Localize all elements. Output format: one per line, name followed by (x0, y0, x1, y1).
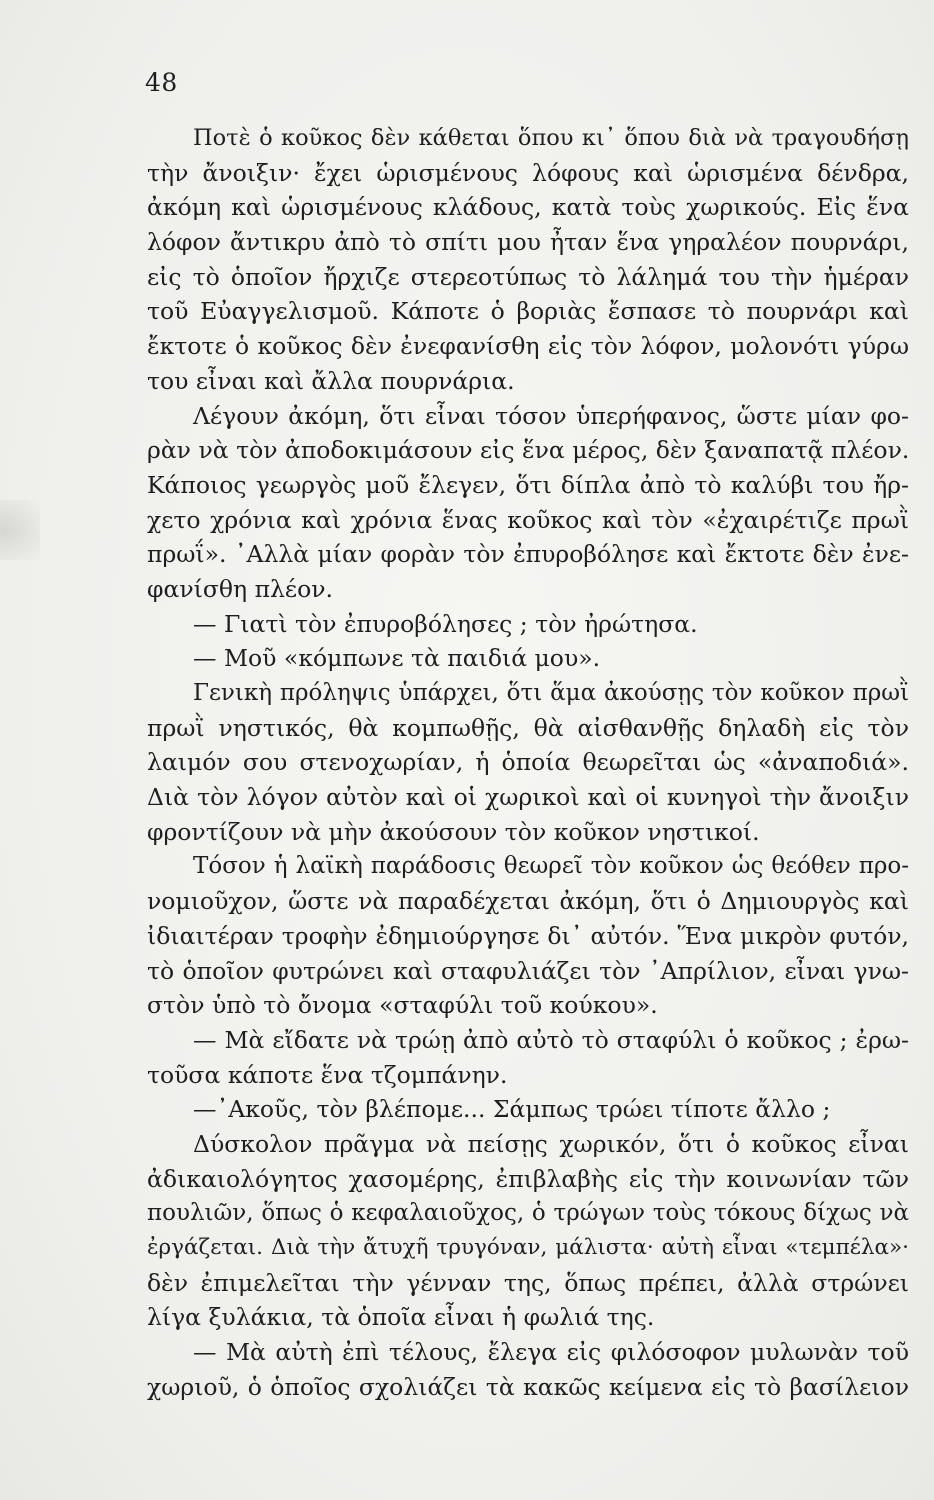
text-line: Διὰ τὸν λόγον αὐτὸν καὶ οἱ χωρικοὶ καὶ οἱ κυνηγοὶ τὴν ἄνοιξιν (147, 783, 909, 812)
text-line: χετο χρόνια καὶ χρόνια ἕνας κοῦκος καὶ τὸν «ἐχαιρέτιζε πρωῒ (147, 505, 909, 534)
page-number: 48 (145, 68, 178, 97)
text-line: στὸν ὑπὸ τὸ ὄνομα «σταφύλι τοῦ κούκου». (147, 991, 658, 1020)
text-line: Ποτὲ ὁ κοῦκος δὲν κάθεται ὅπου κι᾽ ὅπου διὰ νὰ τραγουδήσῃ (193, 125, 909, 151)
text-line: — Γιατὶ τὸν ἐπυροβόλησες ; τὸν ἠρώτησα. (193, 609, 698, 638)
text-line: Γενικὴ πρόληψις ὑπάρχει, ὅτι ἅμα ἀκούσῃς τὸν κοῦκον πρωῒ (193, 680, 909, 706)
text-line: πρωΐ». ᾽Αλλὰ μίαν φορὰν τὸν ἐπυροβόλησε καὶ ἔκτοτε δὲν ἐνε- (147, 540, 909, 569)
text-line: πουλιῶν, ὅπως ὁ κεφαλαιοῦχος, ὁ τρώγων τοὺς τόκους δίχως νὰ (147, 1200, 909, 1227)
text-line: τοῦσα κάποτε ἕνα τζομπάνην. (147, 1060, 508, 1089)
text-line: —᾽Ακοῦς, τὸν βλέπομε... Σάμπως τρώει τίποτε ἄλλο ; (193, 1095, 831, 1124)
body-text (147, 121, 909, 1404)
text-line: εἰς τὸ ὁποῖον ἤρχιζε στερεοτύπως τὸ λάλημά του τὴν ἡμέραν (147, 262, 909, 291)
text-line: ρὰν νὰ τὸν ἀποδοκιμάσουν εἰς ἕνα μέρος, δὲν ξαναπατᾷ πλέον. (147, 436, 910, 465)
text-line: νομιοῦχον, ὥστε νὰ παραδέχεται ἀκόμη, ὅτι ὁ Δημιουργὸς καὶ (147, 887, 909, 916)
text-line: — Μὰ αὐτὴ ἐπὶ τέλους, ἔλεγα εἰς φιλόσοφον μυλωνὰν τοῦ (193, 1338, 909, 1367)
text-line: Τόσον ἡ λαϊκὴ παράδοσις θεωρεῖ τὸν κοῦκον ὡς θεόθεν προ- (193, 853, 909, 880)
text-line: φανίσθη πλέον. (147, 574, 333, 603)
text-line: Λέγουν ἀκόμη, ὅτι εἶναι τόσον ὑπερήφανος, ὥστε μίαν φο- (193, 401, 909, 430)
text-line: λίγα ξυλάκια, τὰ ὁποῖα εἶναι ἡ φωλιά της. (147, 1303, 655, 1332)
text-line: τὴν ἄνοιξιν· ἔχει ὡρισμένους λόφους καὶ ὡρισμένα δένδρα, (147, 158, 909, 187)
text-line: λαιμόν σου στενοχωρίαν, ἡ ὁποία θεωρεῖται ὡς «ἀναποδιά». (147, 748, 909, 777)
text-line: Κάποιος γεωργὸς μοῦ ἔλεγεν, ὅτι δίπλα ἀπὸ τὸ καλύβι του ἤρ- (147, 470, 909, 499)
paper-stain (0, 500, 40, 560)
text-line: ἔκτοτε ὁ κοῦκος δὲν ἐνεφανίσθη εἰς τὸν λόφον, μολονότι γύρω (147, 332, 909, 361)
text-line: δὲν ἐπιμελεῖται τὴν γένναν της, ὅπως πρέπει, ἀλλὰ στρώνει (147, 1268, 909, 1297)
text-line: λόφον ἄντικρυ ἀπὸ τὸ σπίτι μου ἦταν ἕνα γηραλέον πουρνάρι, (147, 228, 909, 257)
text-line: πρωῒ νηστικός, θὰ κομπωθῇς, θὰ αἰσθανθῇς δηλαδὴ εἰς τὸν (147, 713, 909, 742)
text-line: ἰδιαιτέραν τροφὴν ἐδημιούργησε δι᾽ αὐτόν. Ἕνα μικρὸν φυτόν, (147, 921, 909, 950)
text-line: — Μὰ εἴδατε νὰ τρώῃ ἀπὸ αὐτὸ τὸ σταφύλι ὁ κοῦκος ; ἐρω- (193, 1025, 909, 1054)
text-line: ἀκόμη καὶ ὡρισμένους κλάδους, κατὰ τοὺς χωρικούς. Εἰς ἕνα (147, 193, 909, 222)
text-line: τοῦ Εὐαγγελισμοῦ. Κάποτε ὁ βοριὰς ἔσπασε τὸ πουρνάρι καὶ (147, 297, 909, 326)
text-line: ἐργάζεται. Διὰ τὴν ἄτυχῆ τρυγόναν, μάλιστα· αὐτὴ εἶναι «τεμπέλα»· (147, 1235, 909, 1260)
text-line: του εἶναι καὶ ἄλλα πουρνάρια. (147, 366, 515, 395)
text-line: φροντίζουν νὰ μὴν ἀκούσουν τὸν κοῦκον νηστικοί. (147, 817, 760, 846)
text-line: τὸ ὁποῖον φυτρώνει καὶ σταφυλιάζει τὸν ᾽Απρίλιον, εἶναι γνω- (147, 956, 909, 985)
text-line: ἀδικαιολόγητος χασομέρης, ἐπιβλαβὴς εἰς τὴν κοινωνίαν τῶν (147, 1164, 909, 1193)
text-line: Δύσκολον πρᾶγμα νὰ πείσῃς χωρικόν, ὅτι ὁ κοῦκος εἶναι (193, 1129, 909, 1158)
text-line: χωριοῦ, ὁ ὁποῖος σχολιάζει τὰ κακῶς κείμενα εἰς τὸ βασίλειον (147, 1372, 909, 1401)
text-line: — Μοῦ «κόμπωνε τὰ παιδιά μου». (193, 644, 601, 673)
